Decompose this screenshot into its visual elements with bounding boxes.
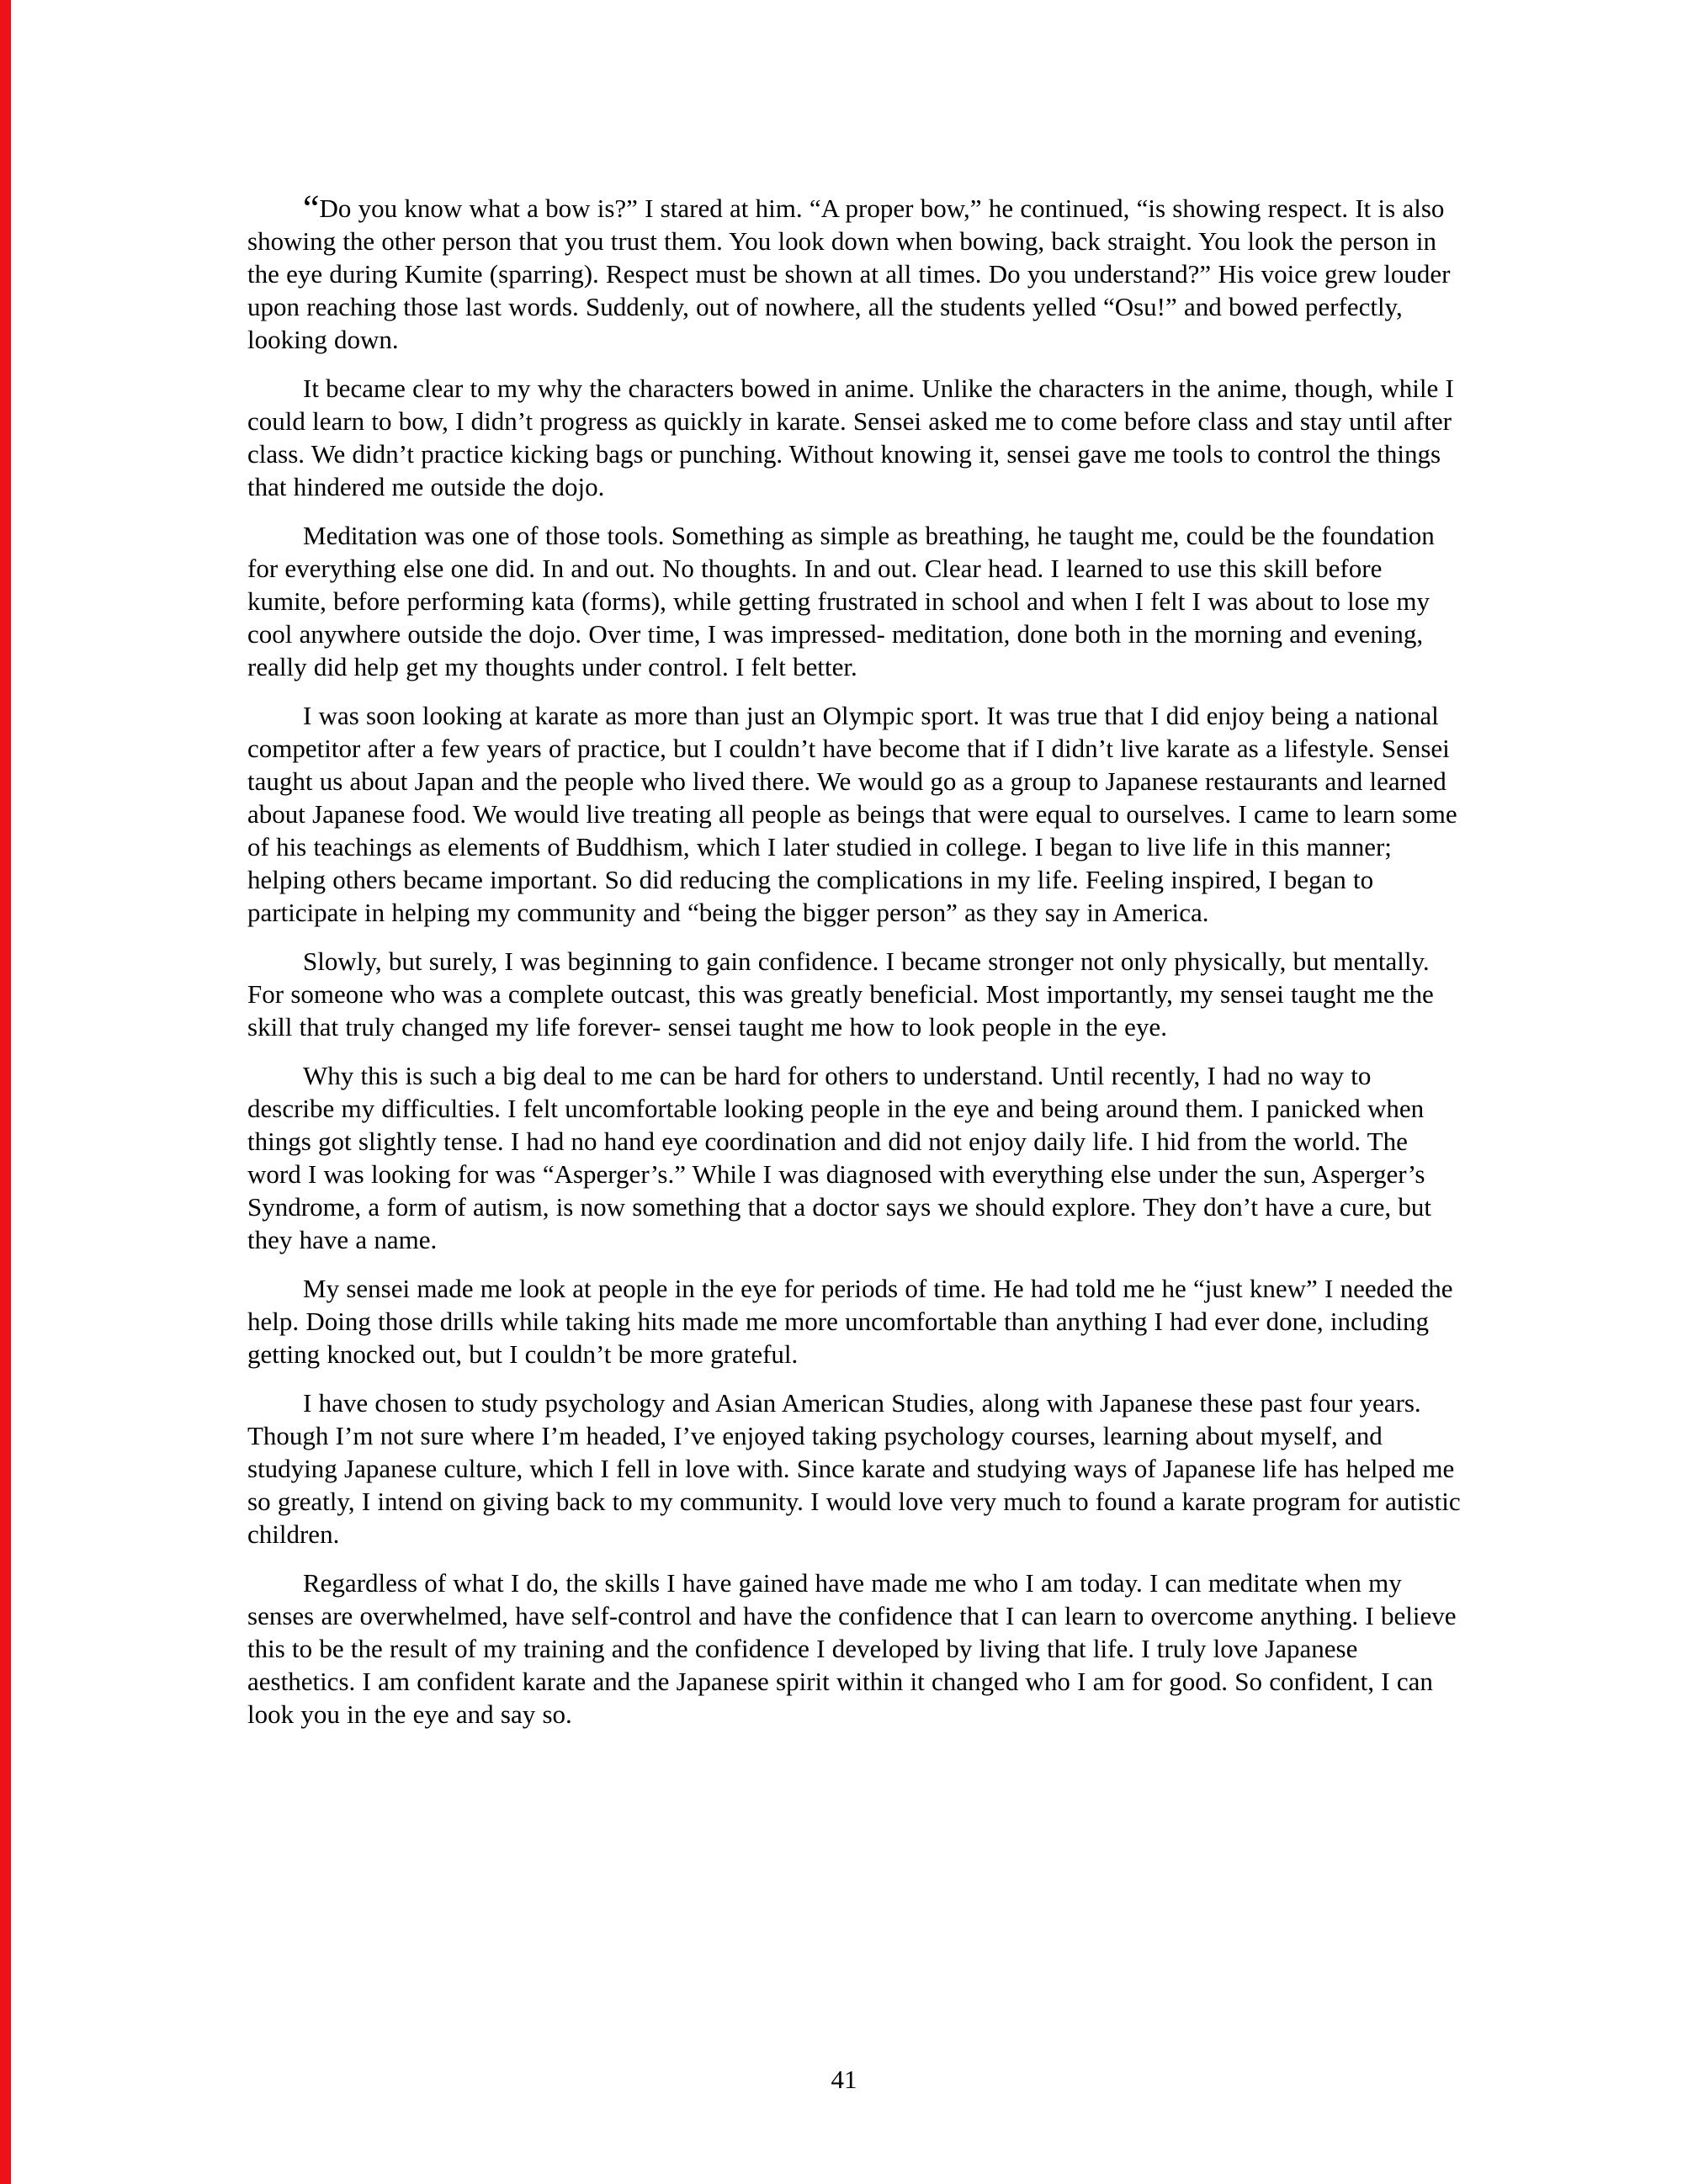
essay-paragraph: “Do you know what a bow is?” I stared at him. “A proper bow,” he continued, “is showing respect. It is also showing the other person that you trust them. You look down when bowing, back straight. You look the person in the eye during Kumite (sparring). Respect must be shown at all times. Do you understand?” His voice grew louder upon reaching those last words. Suddenly, out of nowhere, all the students yelled “Osu!” and bowed perfectly, looking down. <box>247 188 1451 354</box>
essay-paragraph: Why this is such a big deal to me can be hard for others to understand. Until recently, I had no way to describe my difficulties. I felt uncomfortable looking people in the eye and being around them. I panicked when things got slightly tense. I had no hand eye coordination and did not enjoy daily life. I hid from the world. The word I was looking for was “Asperger’s.” While I was diagnosed with everything else under the sun, Asperger’s Syndrome, a form of autism, is now something that a doctor says we should explore. They don’t have a cure, but they have a name. <box>247 1061 1432 1254</box>
left-edge-red-bar <box>0 0 11 2184</box>
essay-paragraph: I was soon looking at karate as more than just an Olympic sport. It was true that I did enjoy being a national competitor after a few years of practice, but I couldn’t have become that if I didn’t live karate as a lifestyle. Sensei taught us about Japan and the people who lived there. We would go as a group to Japanese restaurants and learned about Japanese food. We would live treating all people as beings that were equal to ourselves. I came to learn some of his teachings as elements of Buddhism, which I later studied in college. I began to live life in this manner; helping others became important. So did reducing the complications in my life. Feeling inspired, I began to participate in helping my community and “being the bigger person” as they say in America. <box>247 701 1457 927</box>
page-number: 41 <box>831 2065 857 2094</box>
essay-paragraph: Regardless of what I do, the skills I have gained have made me who I am today. I can meditate when my senses are overwhelmed, have self-control and have the confidence that I can learn to overcome anything. I believe this to be the result of my training and the confidence I developed by living that life. I truly love Japanese aesthetics. I am confident karate and the Japanese spirit within it changed who I am for good. So confident, I can look you in the eye and say so. <box>247 1568 1457 1729</box>
essay-paragraph: Slowly, but surely, I was beginning to gain confidence. I became stronger not only physically, but mentally. For someone who was a complete outcast, this was greatly beneficial. Most importantly, my sensei taught me the skill that truly changed my life forever- sensei taught me how to look people in the eye. <box>247 946 1434 1042</box>
essay-paragraph: I have chosen to study psychology and Asian American Studies, along with Japanese these past four years. Though I’m not sure where I’m headed, I’ve enjoyed taking psychology courses, learning about myself, and studying Japanese culture, which I fell in love with. Since karate and studying ways of Japanese life has helped me so greatly, I intend on giving back to my community. I would love very much to found a karate program for autistic children. <box>247 1388 1461 1549</box>
essay-paragraph: My sensei made me look at people in the eye for periods of time. He had told me he “just knew” I needed the help. Doing those drills while taking hits made me more uncomfortable than anything I had ever done, including getting knocked out, but I couldn’t be more grateful. <box>247 1274 1453 1369</box>
essay-paragraph: Meditation was one of those tools. Something as simple as breathing, he taught me, could be the foundation for everything else one did. In and out. No thoughts. In and out. Clear head. I learned to use this skill before kumite, before performing kata (forms), while getting frustrated in school and when I felt I was about to lose my cool anywhere outside the dojo. Over time, I was impressed- meditation, done both in the morning and evening, really did help get my thoughts under control. I felt better. <box>247 521 1435 681</box>
essay-body <box>247 188 1464 1747</box>
oversized-open-quote: “ <box>303 188 320 229</box>
essay-paragraph: It became clear to my why the characters bowed in anime. Unlike the characters in the anime, though, while I could learn to bow, I didn’t progress as quickly in karate. Sensei asked me to come before class and stay until after class. We didn’t practice kicking bags or punching. Without knowing it, sensei gave me tools to control the things that hindered me outside the dojo. <box>247 374 1454 501</box>
